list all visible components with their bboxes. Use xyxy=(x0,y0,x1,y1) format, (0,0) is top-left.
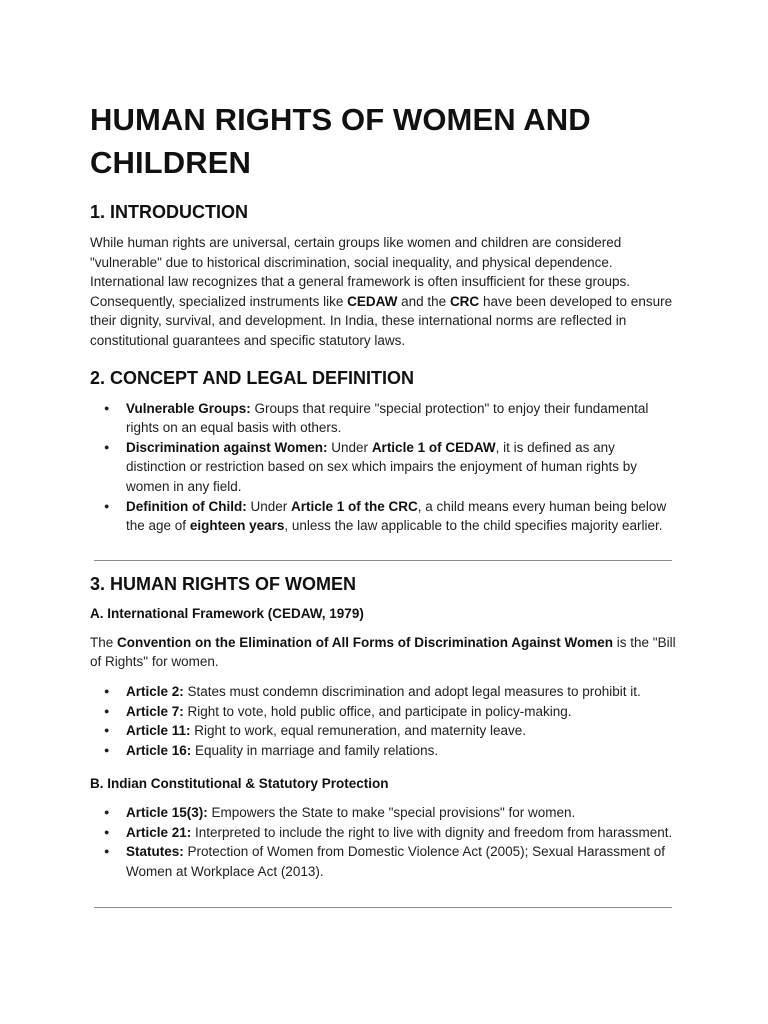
list-item: ● Article 21: Interpreted to include the right to live with dignity and freedom from harassment. xyxy=(126,823,676,843)
subheading-international-framework: A. International Framework (CEDAW, 1979) xyxy=(90,605,364,621)
list-item: ● Article 2: States must condemn discrimination and adopt legal measures to prohibit it. xyxy=(126,682,676,702)
concept-list xyxy=(90,399,676,536)
list-item: ● Statutes: Protection of Women from Domestic Violence Act (2005); Sexual Harassment of Women at Workplace Act (2013). xyxy=(126,842,676,881)
list-item: ● Vulnerable Groups: Groups that require "special protection" to enjoy their fundamental rights on an equal basis with others. xyxy=(126,399,676,438)
horizontal-divider xyxy=(94,560,672,561)
section-heading-concept: 2. CONCEPT AND LEGAL DEFINITION xyxy=(90,367,415,388)
document-title: HUMAN RIGHTS OF WOMEN AND CHILDREN xyxy=(90,102,591,180)
list-item: ● Article 15(3): Empowers the State to make "special provisions" for women. xyxy=(126,803,676,823)
cedaw-articles-list xyxy=(90,682,676,760)
horizontal-divider xyxy=(94,907,672,908)
section-heading-introduction: 1. INTRODUCTION xyxy=(90,202,249,222)
list-item: ● Definition of Child: Under Article 1 of the CRC, a child means every human being below the age of eighteen years, unless the law applicable to the child specifies majority earlier. xyxy=(126,497,676,536)
list-item: ● Article 7: Right to vote, hold public office, and participate in policy-making. xyxy=(126,702,676,722)
list-item: ● Discrimination against Women: Under Article 1 of CEDAW, it is defined as any distinction or restriction based on sex which impairs the enjoyment of human rights by women in any field. xyxy=(126,438,676,497)
list-item: ● Article 16: Equality in marriage and family relations. xyxy=(126,741,676,761)
section-heading-women: 3. HUMAN RIGHTS OF WOMEN xyxy=(90,573,356,594)
indian-protection-list xyxy=(90,803,676,881)
cedaw-paragraph: The Convention on the Elimination of All Forms of Discrimination Against Women is the "Bill of Rights" for women. xyxy=(90,634,676,670)
list-item: ● Article 11: Right to work, equal remuneration, and maternity leave. xyxy=(126,721,676,741)
introduction-paragraph: While human rights are universal, certain groups like women and children are considered "vulnerable" due to historical discrimination, social inequality, and physical dependence. International law recognizes that a general framework is often insufficient for these groups. Consequently, specialized instruments like CEDAW and the CRC have been developed to ensure their dignity, survival, and development. In India, these international norms are reflected in constitutional guarantees and specific statutory laws. xyxy=(90,235,673,348)
subheading-indian-protection: B. Indian Constitutional & Statutory Protection xyxy=(90,776,389,792)
